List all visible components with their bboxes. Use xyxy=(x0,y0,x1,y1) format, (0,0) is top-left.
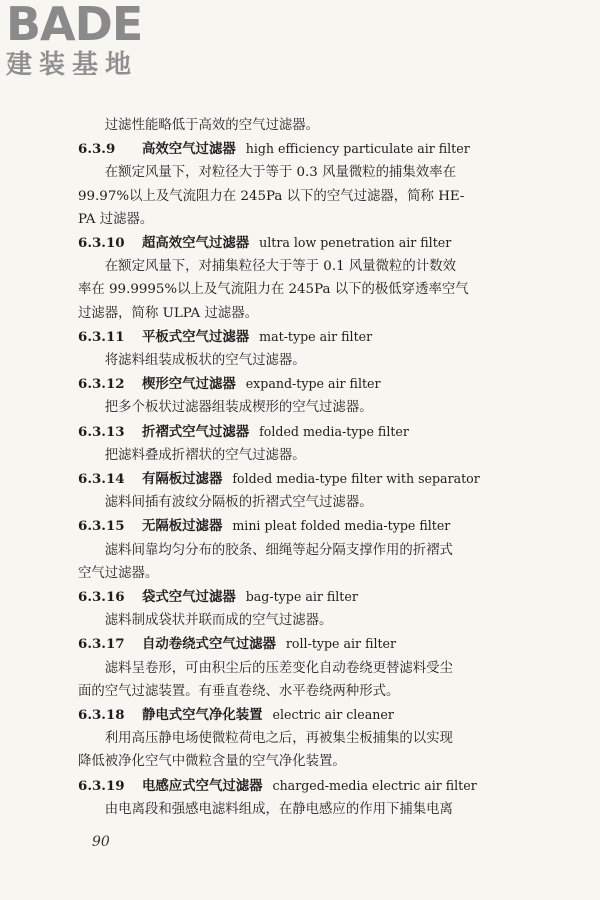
definition-line: 把滤料叠成折褶状的空气过滤器。 xyxy=(104,447,306,463)
term-number: 6.3.14 xyxy=(78,471,125,488)
term-number: 6.3.19 xyxy=(78,777,125,794)
term-chinese: 超高效空气过滤器 xyxy=(142,235,250,252)
document-body xyxy=(78,114,548,821)
term-english: charged-media electric air filter xyxy=(272,777,477,793)
term-chinese: 自动卷绕式空气过滤器 xyxy=(142,636,276,653)
term-chinese: 电感应式空气过滤器 xyxy=(142,777,263,794)
term-english: expand-type air filter xyxy=(245,376,381,392)
term-number: 6.3.18 xyxy=(78,707,125,724)
term-number: 6.3.16 xyxy=(78,589,125,606)
term-english: mini pleat folded media-type filter xyxy=(232,518,451,534)
term-english: mat-type air filter xyxy=(259,328,373,344)
term-heading xyxy=(78,703,548,727)
term-chinese: 无隔板过滤器 xyxy=(142,518,223,535)
definition-line: 空气过滤器。 xyxy=(78,565,159,581)
term-heading xyxy=(78,514,548,538)
intro-text: 过滤性能略低于高效的空气过滤器。 xyxy=(104,118,320,133)
term-heading xyxy=(78,231,548,255)
term-chinese: 楔形空气过滤器 xyxy=(142,376,236,393)
term-number: 6.3.15 xyxy=(78,518,125,535)
definition-line: 率在 99.9995%以上及气流阻力在 245Pa 以下的极低穿透率空气 xyxy=(78,282,469,298)
term-chinese: 袋式空气过滤器 xyxy=(142,589,236,606)
term-english: bag-type air filter xyxy=(245,589,358,605)
term-heading xyxy=(78,325,548,349)
logo xyxy=(6,2,142,80)
term-number: 6.3.10 xyxy=(78,235,125,252)
term-heading xyxy=(78,420,548,444)
term-number: 6.3.13 xyxy=(78,423,125,440)
term-english: folded media-type filter with separator xyxy=(232,471,480,487)
definition-line: 99.97%以上及气流阻力在 245Pa 以下的空气过滤器，简称 HE- xyxy=(78,188,465,204)
definition-line: PA 过滤器。 xyxy=(78,211,154,227)
term-heading xyxy=(78,372,548,396)
definition-line: 面的空气过滤装置。有垂直卷绕、水平卷绕两种形式。 xyxy=(78,683,400,699)
definition-line: 滤料间靠均匀分布的胶条、细绳等起分隔支撑作用的折褶式 xyxy=(104,542,453,558)
term-heading xyxy=(78,774,548,798)
term-number: 6.3.9 xyxy=(78,141,116,158)
term-chinese: 有隔板过滤器 xyxy=(142,471,223,488)
definition-line: 将滤料组装成板状的空气过滤器。 xyxy=(104,353,306,369)
term-number: 6.3.17 xyxy=(78,636,125,653)
definition-line: 过滤器，简称 ULPA 过滤器。 xyxy=(78,305,259,321)
term-number: 6.3.11 xyxy=(78,328,125,345)
term-heading xyxy=(78,632,548,656)
term-number: 6.3.12 xyxy=(78,376,125,393)
term-chinese: 静电式空气净化装置 xyxy=(142,707,263,724)
term-english: high efficiency particulate air filter xyxy=(245,141,470,157)
definition-line: 把多个板状过滤器组装成楔形的空气过滤器。 xyxy=(104,400,373,416)
term-english: folded media-type filter xyxy=(259,423,409,439)
definition-line: 滤料制成袋状并联而成的空气过滤器。 xyxy=(104,613,333,629)
term-heading xyxy=(78,467,548,491)
term-chinese: 高效空气过滤器 xyxy=(142,141,236,158)
definition-line: 由电离段和强感电滤料组成，在静电感应的作用下捕集电离 xyxy=(104,801,453,817)
definition-line: 在额定风量下，对粒径大于等于 0.3 风量微粒的捕集效率在 xyxy=(104,165,456,181)
term-chinese: 平板式空气过滤器 xyxy=(142,328,250,345)
definition-line: 滤料呈卷形，可由积尘后的压差变化自动卷绕更替滤料受尘 xyxy=(104,660,453,676)
definition-line: 滤料间插有波纹分隔板的折褶式空气过滤器。 xyxy=(104,495,373,511)
term-english: electric air cleaner xyxy=(272,707,394,723)
definition-line: 降低被净化空气中微粒含量的空气净化装置。 xyxy=(78,754,346,770)
definition-line: 在额定风量下，对捕集粒径大于等于 0.1 风量微粒的计数效 xyxy=(104,259,456,275)
term-heading xyxy=(78,137,548,161)
term-chinese: 折褶式空气过滤器 xyxy=(142,423,250,440)
term-english: ultra low penetration air filter xyxy=(259,235,452,251)
definition-line: 利用高压静电场使微粒荷电之后，再被集尘板捕集的以实现 xyxy=(104,731,453,747)
page-number: 90 xyxy=(92,834,110,850)
logo-mark: BADE xyxy=(6,0,143,51)
logo-subtitle: 建装基地 xyxy=(6,50,139,80)
term-english: roll-type air filter xyxy=(285,636,397,652)
term-heading xyxy=(78,585,548,609)
